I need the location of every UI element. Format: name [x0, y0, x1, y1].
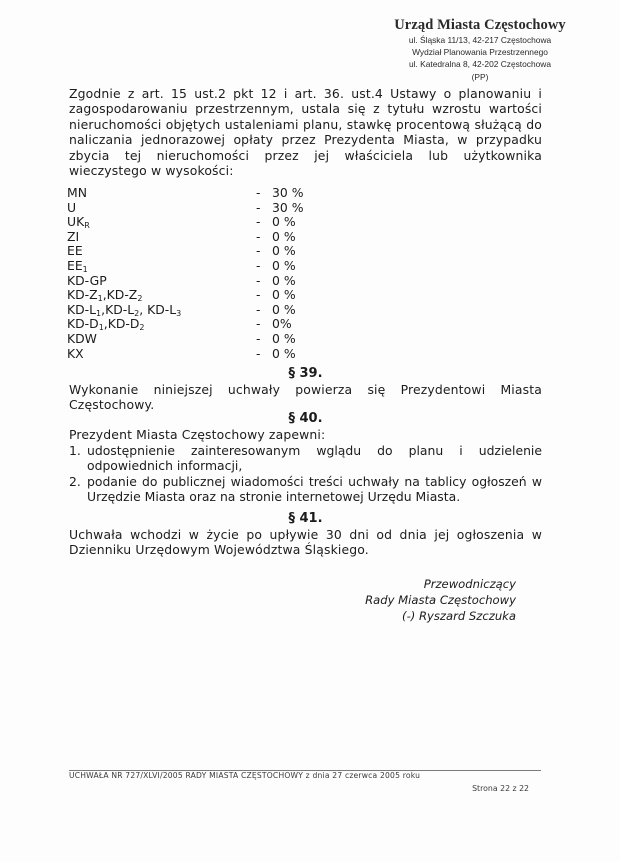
rate-zone-code	[67, 215, 90, 230]
rate-zone-code: KX	[67, 345, 84, 361]
rate-value: 30 %	[272, 185, 304, 200]
signature-role: Przewodniczący	[423, 577, 516, 591]
zone-subscript: 1	[82, 264, 88, 274]
rate-row	[67, 201, 367, 216]
office-stamp	[392, 17, 568, 83]
rate-row	[67, 244, 367, 259]
rate-zone-code	[67, 259, 88, 274]
rate-dash: -	[256, 301, 261, 317]
page-number: Strona 22 z 22	[472, 784, 529, 793]
rate-zone-code: $KD-Z_1,KD-Z_2$	[67, 287, 143, 304]
rate-dash: -	[256, 257, 261, 273]
rate-value: 0 %	[272, 301, 296, 317]
stamp-department-address: ul. Katedralna 8, 42-202 Częstochowa	[409, 59, 551, 70]
rate-table	[67, 186, 367, 361]
rate-dash: -	[256, 199, 261, 215]
stamp-department: Wydział Planowania Przestrzennego	[412, 47, 548, 58]
section-40-intro: Prezydent Miasta Częstochowy zapewni:	[69, 427, 326, 442]
stamp-address: ul. Śląska 11/13, 42-217 Częstochowa	[408, 35, 552, 45]
section-39-text: Wykonanie niniejszej uchwały powierza się Prezydentowi Miasta Częstochowy.	[69, 382, 542, 413]
rate-row	[67, 215, 367, 230]
zone-subscript: 2	[137, 294, 143, 304]
zone-subscript: 2	[139, 323, 145, 333]
rate-zone-code: MN	[67, 185, 87, 200]
rate-dash: -	[256, 272, 261, 288]
rate-dash: -	[256, 228, 261, 244]
rate-row	[67, 230, 367, 245]
zone-subscript: 1	[97, 294, 103, 304]
section-39-heading: § 39.	[288, 366, 323, 381]
zone-subscript: 3	[176, 308, 182, 318]
stamp-code: (PP)	[471, 71, 489, 82]
rate-zone-code: $KD-D_1,KD-D_2$	[67, 316, 145, 333]
rate-zone-code: KDW	[67, 330, 97, 346]
rate-row	[67, 259, 367, 274]
zone-subscript: 1	[96, 308, 102, 318]
zone-subscript: 1	[98, 323, 104, 333]
rate-value: 0 %	[272, 243, 296, 259]
section-40-heading: § 40.	[288, 411, 323, 426]
list-item-text: udostępnienie zainteresowanym wglądu do planu i udzielenie odpowiednich informacji,	[87, 443, 542, 474]
list-item-text: podanie do publicznej wiadomości treści uchwały na tablicy ogłoszeń w Urzędzie Miasta oraz na stronie internetowej Urzędu Miasta.	[87, 473, 542, 505]
rate-zone-code: EE	[67, 243, 83, 259]
rate-row	[67, 317, 367, 332]
signature-name: (-) Ryszard Szczuka	[402, 608, 516, 623]
rate-dash: -	[256, 287, 261, 303]
rate-dash: -	[256, 330, 261, 346]
rate-zone-code: U	[67, 199, 77, 215]
rate-value: 0 %	[272, 228, 296, 244]
rate-zone-code: KD-GP	[67, 272, 107, 288]
zone-code-text: EE	[67, 257, 83, 273]
list-item	[69, 474, 542, 505]
rate-row	[67, 274, 367, 289]
rate-value: 0 %	[272, 214, 296, 230]
stamp-title: Urząd Miasta Częstochowy	[394, 17, 566, 33]
section-41-heading: § 41.	[288, 511, 323, 526]
signature-body: Rady Miasta Częstochowy	[365, 592, 516, 607]
rate-row	[67, 186, 367, 201]
list-item-number: 1.	[69, 443, 81, 458]
rate-dash: -	[256, 185, 261, 200]
zone-code-text: UK	[67, 214, 85, 230]
footer-resolution: UCHWAŁA NR 727/XLVI/2005 RADY MIASTA CZĘSTOCHOWY z dnia 27 czerwca 2005 roku	[69, 771, 421, 780]
rate-row	[67, 332, 367, 347]
rate-row	[67, 303, 367, 318]
rate-row	[67, 347, 367, 362]
section-40-list	[69, 443, 542, 505]
signature-block	[360, 577, 516, 624]
zone-subscript: 2	[134, 308, 140, 318]
rate-dash: -	[256, 345, 261, 361]
rate-zone-code: $KD-L_1,KD-L_2$, $KD-L_3$	[67, 301, 182, 318]
rate-dash: -	[256, 316, 261, 332]
rate-value: 30 %	[272, 199, 304, 215]
rate-value: 0%	[272, 316, 292, 332]
rate-value: 0 %	[272, 257, 296, 273]
rate-value: 0 %	[272, 345, 296, 361]
rate-value: 0 %	[272, 272, 296, 288]
zone-subscript: R	[84, 221, 90, 231]
rate-dash: -	[256, 243, 261, 259]
rate-zone-code: ZI	[67, 228, 80, 244]
section-41-text: Uchwała wchodzi w życie po upływie 30 dni od dnia jej ogłoszenia w Dzienniku Urzędowym Województwa Śląskiego.	[69, 527, 542, 558]
intro-paragraph: Zgodnie z art. 15 ust.2 pkt 12 i art. 36. ust.4 Ustawy o planowaniu i zagospodarowaniu przestrzennym, ustala się z tytułu wzrostu wartości nieruchomości objętych ustaleniami planu, stawkę procentową służącą do naliczania jednorazowej opłaty przez Prezydenta Miasta, w przypadku zbycia tej nieruchomości przez jej właściciela lub użytkownika wieczystego w wysokości:	[69, 86, 542, 179]
rate-value: 0 %	[272, 287, 296, 303]
rate-dash: -	[256, 214, 261, 230]
rate-value: 0 %	[272, 330, 296, 346]
list-item	[69, 443, 542, 474]
list-item-number: 2.	[69, 473, 81, 489]
rate-row	[67, 288, 367, 303]
